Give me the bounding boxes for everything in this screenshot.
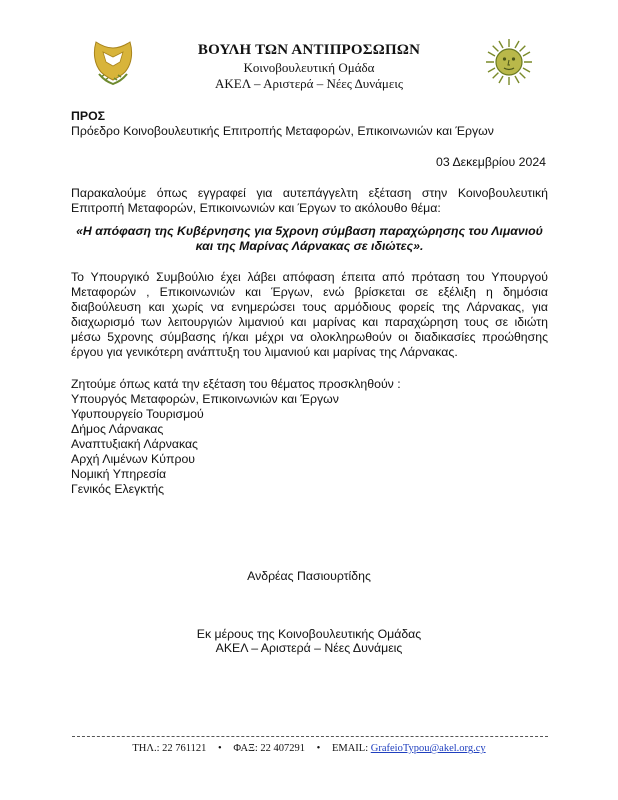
- recipient: Πρόεδρο Κοινοβουλευτικής Επιτροπής Μεταφορών, Επικοινωνιών και Έργων: [71, 124, 494, 138]
- list-item: Δήμος Λάρνακας: [71, 422, 164, 436]
- footer-divider: [72, 736, 548, 737]
- footer-phone: ΤΗΛ.: 22 761121: [132, 743, 207, 754]
- document-subtitle: Κοινοβουλευτική Ομάδα: [243, 60, 375, 75]
- footer-email-label: EMAIL:: [331, 743, 369, 754]
- letter-date: 03 Δεκεμβρίου 2024: [436, 155, 546, 169]
- list-item: Αναπτυξιακή Λάρνακας: [71, 437, 198, 451]
- list-item: Υπουργός Μεταφορών, Επικοινωνιών και Έργων: [71, 392, 339, 406]
- invitees-intro: Ζητούμε όπως κατά την εξέταση του θέματος προσκληθούν :: [71, 377, 401, 391]
- footer-email-link[interactable]: GrafeioTypou@akel.org.cy: [370, 743, 486, 754]
- party-name: ΑΚΕΛ – Αριστερά – Νέες Δυνάμεις: [215, 76, 403, 91]
- party-sun-emblem-icon: [484, 37, 534, 87]
- list-item: Αρχή Λιμένων Κύπρου: [71, 452, 196, 466]
- footer-contact: [0, 742, 618, 756]
- list-item: Υφυπουργείο Τουρισμού: [71, 407, 204, 421]
- invitees-list: [71, 392, 339, 497]
- on-behalf-line: Εκ μέρους της Κοινοβουλευτικής Ομάδας: [196, 627, 422, 641]
- party-line: ΑΚΕΛ – Αριστερά – Νέες Δυνάμεις: [215, 641, 403, 655]
- document-title: ΒΟΥΛΗ ΤΩΝ ΑΝΤΙΠΡΟΣΩΠΩΝ: [197, 42, 421, 58]
- list-item: Γενικός Ελεγκτής: [71, 482, 165, 496]
- body-paragraph: Το Υπουργικό Συμβούλιο έχει λάβει απόφαση έπειτα από πρόταση του Υπουργού Μεταφορών , Επικοινωνιών και Έργων, ενώ βρίσκεται σε εξέλιξη η δημόσια διαβούλευση και χωρίς να ενημερώσει τους αρμόδιους φορείς της Λάρνακας, για διαχωρισμό των λειτουργιών λιμανιού και μαρίνας και παραχώρηση τους σε ιδιώτη μέσω 5χρονης σύμβασης ή/και μέχρι να ολοκληρωθούν οι διαδικασίες προώθησης έργου για γενικότερη ανάπτυξη του λιμανιού και μαρίνας της Λάρνακας.: [71, 270, 548, 359]
- bullet-icon: •: [316, 743, 321, 754]
- bullet-icon: •: [218, 743, 222, 754]
- signatory-name: Ανδρέας Πασιουρτίδης: [247, 569, 371, 583]
- footer-fax: ΦΑΞ: 22 407291: [233, 743, 306, 754]
- list-item: Νομική Υπηρεσία: [71, 467, 167, 481]
- to-label: ΠΡΟΣ: [71, 109, 106, 123]
- intro-paragraph: Παρακαλούμε όπως εγγραφεί για αυτεπάγγελτη εξέταση στην Κοινοβουλευτική Επιτροπή Μεταφορών, Επικοινωνιών και Έργων το ακόλουθο θέμα:: [71, 186, 548, 215]
- subject-line: «Η απόφαση της Κυβέρνησης για 5χρονη σύμβαση παραχώρησης του Λιμανιού και της Μαρίνας Λάρνακας σε ιδιώτες».: [76, 224, 543, 253]
